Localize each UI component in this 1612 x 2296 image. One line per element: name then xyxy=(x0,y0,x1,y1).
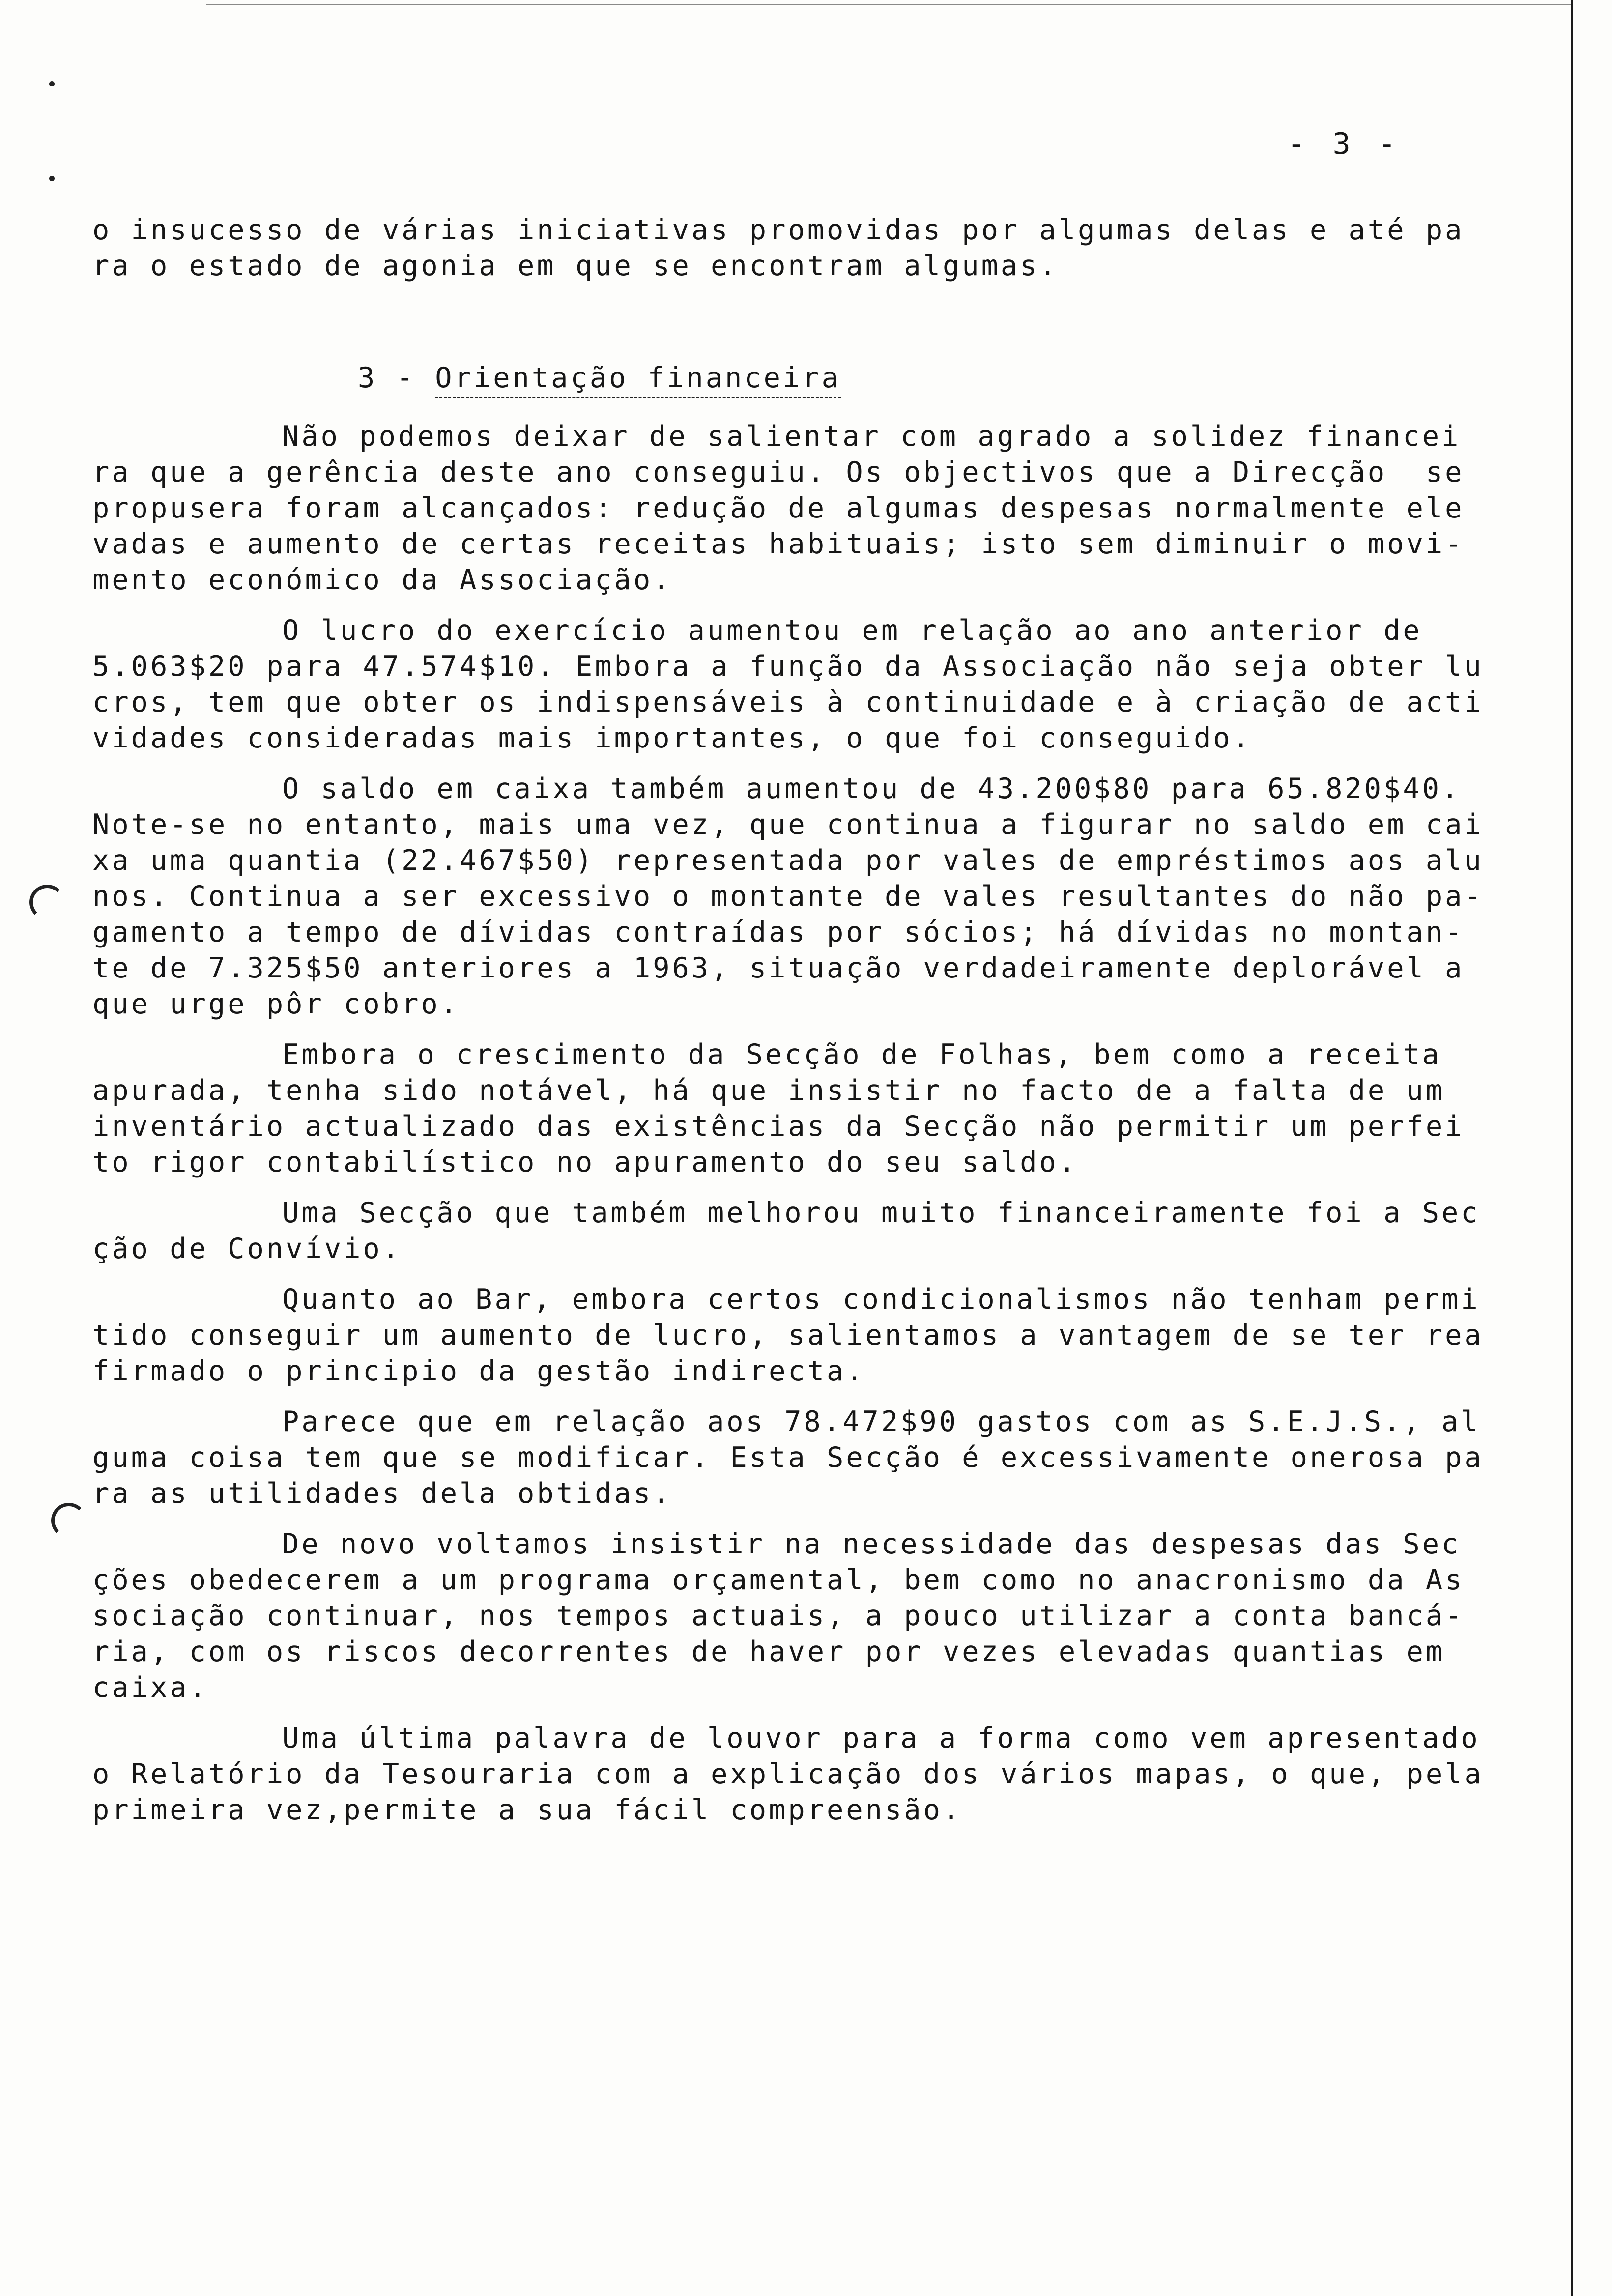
paragraph xyxy=(92,1037,1468,1180)
text-line: inventário actualizado das existências da Secção não permitir um perfei xyxy=(92,1110,1465,1143)
intro-paragraph xyxy=(92,212,1468,284)
punch-hole-mark xyxy=(51,1503,86,1538)
text-line: propusera foram alcançados: redução de algumas despesas normalmente ele xyxy=(92,492,1465,524)
text-line: De novo voltamos insistir na necessidade das despesas das Sec xyxy=(282,1528,1461,1560)
text-line: te de 7.325$50 anteriores a 1963, situação verdadeiramente deplorável a xyxy=(92,952,1465,984)
text-line: Embora o crescimento da Secção de Folhas, bem como a receita xyxy=(282,1038,1442,1071)
paragraph xyxy=(92,613,1484,756)
text-line: ções obedecerem a um programa orçamental, bem como no anacronismo da As xyxy=(92,1564,1465,1596)
text-line: vadas e aumento de certas receitas habituais; isto sem diminuir o movi- xyxy=(92,528,1465,560)
text-line: primeira vez,permite a sua fácil compreensão. xyxy=(92,1794,962,1826)
text-line: tido conseguir um aumento de lucro, salientamos a vantagem de se ter rea xyxy=(92,1319,1484,1351)
scan-top-edge xyxy=(206,4,1573,5)
text-line: o insucesso de várias iniciativas promovidas por algumas delas e até pa xyxy=(92,214,1465,246)
text-line: gamento a tempo de dívidas contraídas por sócios; há dívidas no montan- xyxy=(92,916,1465,948)
text-line: ção de Convívio. xyxy=(92,1233,402,1265)
paragraph xyxy=(92,1526,1468,1706)
text-line: ra o estado de agonia em que se encontram algumas. xyxy=(92,250,1059,282)
paragraph xyxy=(92,1195,1480,1267)
text-line: Quanto ao Bar, embora certos condicionalismos não tenham permi xyxy=(282,1283,1480,1316)
text-line: sociação continuar, nos tempos actuais, a pouco utilizar a conta bancá- xyxy=(92,1600,1465,1632)
text-line: ra que a gerência deste ano conseguiu. Os objectivos que a Direcção se xyxy=(92,456,1465,488)
text-line: Note-se no entanto, mais uma vez, que continua a figurar no saldo em cai xyxy=(92,808,1484,841)
text-line: Uma última palavra de louvor para a forma como vem apresentado xyxy=(282,1722,1480,1754)
text-line: 5.063$20 para 47.574$10. Embora a função da Associação não seja obter lu xyxy=(92,650,1484,683)
scan-right-edge xyxy=(1571,0,1573,2296)
paragraph xyxy=(92,1721,1484,1828)
punch-dot-mark xyxy=(49,81,55,86)
text-line: Não podemos deixar de salientar com agrado a solidez financei xyxy=(282,420,1461,453)
text-line: xa uma quantia (22.467$50) representada por vales de empréstimos aos alu xyxy=(92,844,1484,877)
text-line: cros, tem que obter os indispensáveis à continuidade e à criação de acti xyxy=(92,686,1484,718)
punch-dot-mark xyxy=(49,176,55,181)
text-line: ria, com os riscos decorrentes de haver por vezes elevadas quantias em xyxy=(92,1636,1445,1668)
page-number: - 3 - xyxy=(1287,127,1401,161)
text-line: O saldo em caixa também aumentou de 43.200$80 para 65.820$40. xyxy=(282,773,1461,805)
paragraph xyxy=(92,1404,1484,1512)
paragraph xyxy=(92,771,1484,1022)
section-number: 3 - xyxy=(358,362,416,394)
paragraph xyxy=(92,1282,1484,1389)
text-line: ra as utilidades dela obtidas. xyxy=(92,1477,672,1510)
text-line: mento económico da Associação. xyxy=(92,564,672,596)
document-body xyxy=(92,212,1484,1828)
text-line: Uma Secção que também melhorou muito financeiramente foi a Sec xyxy=(282,1197,1480,1229)
text-line: nos. Continua a ser excessivo o montante de vales resultantes do não pa- xyxy=(92,880,1484,913)
paragraph xyxy=(92,419,1468,598)
punch-hole-mark xyxy=(29,885,65,920)
text-line: firmado o principio da gestão indirecta. xyxy=(92,1355,865,1387)
text-line: que urge pôr cobro. xyxy=(92,988,460,1020)
text-line: guma coisa tem que se modificar. Esta Secção é excessivamente onerosa pa xyxy=(92,1441,1484,1474)
section-heading xyxy=(358,360,1468,396)
text-line: o Relatório da Tesouraria com a explicação dos vários mapas, o que, pela xyxy=(92,1758,1484,1790)
text-line: O lucro do exercício aumentou em relação ao ano anterior de xyxy=(282,614,1422,647)
text-line: vidades consideradas mais importantes, o que foi conseguido. xyxy=(92,722,1252,754)
text-line: Parece que em relação aos 78.472$90 gastos com as S.E.J.S., al xyxy=(282,1406,1480,1438)
text-line: caixa. xyxy=(92,1671,208,1704)
text-line: apurada, tenha sido notável, há que insistir no facto de a falta de um xyxy=(92,1074,1445,1107)
section-title: Orientação financeira xyxy=(435,362,841,398)
text-line: to rigor contabilístico no apuramento do seu saldo. xyxy=(92,1146,1078,1178)
